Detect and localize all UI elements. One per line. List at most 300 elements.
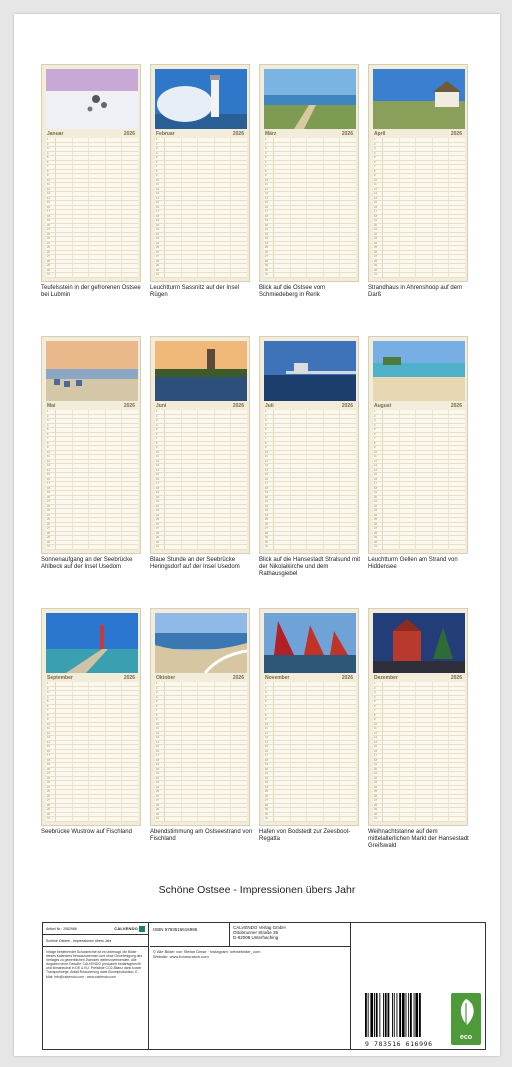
- planner-row: 6: [46, 433, 138, 438]
- planner-row: 10: [46, 723, 138, 728]
- planner-row: 11: [373, 183, 465, 188]
- planner-row: 23: [264, 781, 356, 786]
- planner-row: 4: [155, 424, 247, 429]
- planner-row: 6: [46, 161, 138, 166]
- month-photo: [373, 341, 465, 401]
- planner-row: 9: [155, 718, 247, 723]
- planner-row: 6: [155, 433, 247, 438]
- planner-row: 23: [46, 781, 138, 786]
- month-name: April: [374, 130, 386, 137]
- planner-row: 15: [373, 201, 465, 206]
- planner-row: 11: [264, 727, 356, 732]
- planner-row: 31: [264, 817, 356, 822]
- planner-row: 25: [46, 246, 138, 251]
- product-name: Schöne Ostsee - Impressionen übers Jahr: [46, 938, 112, 943]
- planner-row: 19: [46, 491, 138, 496]
- planner-row: 12: [264, 188, 356, 193]
- planner-row: 15: [264, 201, 356, 206]
- planner-row: 19: [155, 491, 247, 496]
- planner-row: 20: [264, 224, 356, 229]
- month-header: [373, 401, 463, 410]
- planner-row: 26: [46, 523, 138, 528]
- planner-row: 17: [155, 754, 247, 759]
- planner-row: 6: [373, 433, 465, 438]
- planner-row: 17: [373, 482, 465, 487]
- planner-row: 24: [155, 786, 247, 791]
- month-year: 2026: [232, 402, 244, 409]
- planner-row: 2: [46, 143, 138, 148]
- month-card-september: [41, 608, 141, 836]
- planner-row: 3: [373, 419, 465, 424]
- planner-row: 10: [373, 451, 465, 456]
- planner-row: 24: [155, 514, 247, 519]
- planner-grid: [46, 138, 138, 278]
- planner-row: 30: [155, 269, 247, 274]
- publisher-address: CALVENDO Verlag GmbH Ottobrunner Straße 39 D-82008 Unterhaching: [233, 925, 286, 941]
- planner-row: 2: [373, 143, 465, 148]
- month-caption: Leuchtturm Gellen am Strand von Hiddensee: [368, 557, 458, 570]
- planner-row: 15: [264, 473, 356, 478]
- planner-row: 21: [46, 228, 138, 233]
- planner-row: 5: [46, 156, 138, 161]
- planner-row: 10: [373, 179, 465, 184]
- planner-row: 18: [155, 759, 247, 764]
- planner-row: 7: [46, 709, 138, 714]
- planner-row: 18: [155, 215, 247, 220]
- planner-row: 12: [46, 188, 138, 193]
- planner-row: 6: [155, 705, 247, 710]
- planner-row: 25: [155, 518, 247, 523]
- month-caption: Abendstimmung am Ostseestrand von Fischland: [150, 829, 253, 842]
- planner-row: 26: [46, 251, 138, 256]
- planner-row: 18: [46, 759, 138, 764]
- planner-row: 16: [46, 478, 138, 483]
- planner-row: 31: [46, 545, 138, 550]
- planner-row: 16: [264, 478, 356, 483]
- planner-row: 15: [46, 745, 138, 750]
- month-planner: [259, 608, 359, 826]
- planner-row: 14: [264, 197, 356, 202]
- planner-row: 14: [373, 469, 465, 474]
- planner-row: 21: [373, 500, 465, 505]
- month-header: [46, 129, 136, 138]
- planner-row: 28: [373, 260, 465, 265]
- planner-row: 31: [155, 273, 247, 278]
- planner-row: 28: [155, 532, 247, 537]
- planner-row: 26: [373, 251, 465, 256]
- planner-row: 4: [46, 696, 138, 701]
- planner-row: 1: [373, 682, 465, 687]
- planner-row: 3: [373, 147, 465, 152]
- planner-row: 26: [46, 795, 138, 800]
- planner-row: 24: [155, 242, 247, 247]
- month-caption: Blick auf die Hansestadt Stralsund mit der Nikolaikirche und dem Rathausgiebel: [259, 557, 361, 577]
- planner-row: 14: [264, 469, 356, 474]
- planner-row: 27: [46, 799, 138, 804]
- planner-row: 25: [373, 790, 465, 795]
- planner-row: 2: [373, 415, 465, 420]
- planner-row: 9: [155, 174, 247, 179]
- planner-row: 19: [264, 491, 356, 496]
- planner-grid: [155, 138, 247, 278]
- planner-row: 4: [46, 424, 138, 429]
- planner-row: 15: [155, 473, 247, 478]
- month-card-dezember: [368, 608, 468, 850]
- planner-row: 1: [155, 410, 247, 415]
- planner-row: 13: [264, 464, 356, 469]
- planner-row: 5: [46, 700, 138, 705]
- planner-row: 30: [155, 813, 247, 818]
- planner-row: 7: [46, 165, 138, 170]
- planner-row: 18: [155, 487, 247, 492]
- planner-row: 20: [373, 768, 465, 773]
- planner-row: 28: [264, 532, 356, 537]
- planner-grid: [373, 682, 465, 822]
- planner-row: 7: [264, 709, 356, 714]
- planner-row: 30: [264, 813, 356, 818]
- planner-row: 15: [46, 473, 138, 478]
- month-name: November: [265, 674, 290, 681]
- planner-row: 20: [46, 768, 138, 773]
- planner-row: 21: [46, 500, 138, 505]
- month-header: [155, 401, 245, 410]
- planner-row: 19: [155, 219, 247, 224]
- month-caption: Blick auf die Ostsee vom Schmiedeberg in Rerik: [259, 285, 326, 298]
- planner-row: 14: [46, 469, 138, 474]
- planner-row: 26: [264, 795, 356, 800]
- month-planner: [150, 608, 250, 826]
- month-year: 2026: [450, 402, 462, 409]
- month-planner: [41, 64, 141, 282]
- planner-row: 27: [46, 255, 138, 260]
- planner-row: 25: [155, 790, 247, 795]
- calendar-title: Schöne Ostsee - Impressionen übers Jahr: [158, 884, 356, 896]
- planner-row: 12: [373, 732, 465, 737]
- month-photo: [264, 69, 356, 129]
- planner-row: 14: [46, 197, 138, 202]
- planner-row: 23: [155, 509, 247, 514]
- planner-row: 27: [155, 527, 247, 532]
- planner-row: 21: [155, 772, 247, 777]
- planner-row: 21: [264, 772, 356, 777]
- planner-row: 2: [264, 143, 356, 148]
- planner-row: 8: [155, 442, 247, 447]
- planner-row: 10: [264, 451, 356, 456]
- planner-row: 31: [373, 273, 465, 278]
- planner-row: 29: [264, 536, 356, 541]
- month-planner: [259, 336, 359, 554]
- month-planner: [368, 608, 468, 826]
- planner-row: 16: [155, 478, 247, 483]
- planner-row: 12: [264, 460, 356, 465]
- month-header: [264, 401, 354, 410]
- planner-row: 12: [373, 188, 465, 193]
- planner-row: 31: [264, 545, 356, 550]
- planner-row: 5: [373, 700, 465, 705]
- month-card-januar: [41, 64, 141, 299]
- planner-row: 18: [46, 487, 138, 492]
- planner-row: 13: [46, 192, 138, 197]
- planner-row: 12: [155, 732, 247, 737]
- planner-row: 23: [46, 237, 138, 242]
- planner-row: 17: [46, 210, 138, 215]
- planner-row: 30: [46, 813, 138, 818]
- eco-badge: [451, 993, 481, 1045]
- planner-row: 17: [373, 754, 465, 759]
- planner-row: 24: [373, 786, 465, 791]
- planner-row: 8: [46, 170, 138, 175]
- planner-row: 8: [373, 442, 465, 447]
- planner-row: 5: [373, 428, 465, 433]
- planner-row: 20: [155, 768, 247, 773]
- planner-row: 20: [46, 496, 138, 501]
- planner-row: 25: [373, 246, 465, 251]
- planner-row: 1: [46, 410, 138, 415]
- month-photo: [373, 69, 465, 129]
- planner-row: 19: [264, 219, 356, 224]
- planner-row: 24: [264, 242, 356, 247]
- month-year: 2026: [341, 130, 353, 137]
- planner-row: 3: [155, 691, 247, 696]
- month-planner: [41, 336, 141, 554]
- planner-row: 26: [264, 251, 356, 256]
- planner-row: 8: [155, 170, 247, 175]
- planner-row: 3: [264, 147, 356, 152]
- planner-row: 2: [155, 415, 247, 420]
- planner-row: 2: [155, 143, 247, 148]
- planner-row: 24: [46, 242, 138, 247]
- planner-row: 4: [373, 696, 465, 701]
- planner-row: 3: [155, 419, 247, 424]
- month-card-märz: [259, 64, 359, 299]
- planner-row: 17: [46, 482, 138, 487]
- month-name: Mai: [47, 402, 56, 409]
- planner-row: 20: [373, 496, 465, 501]
- planner-row: 25: [46, 790, 138, 795]
- planner-row: 18: [264, 759, 356, 764]
- planner-row: 20: [373, 224, 465, 229]
- month-name: August: [374, 402, 392, 409]
- planner-row: 29: [155, 264, 247, 269]
- month-card-august: [368, 336, 468, 571]
- planner-row: 20: [155, 496, 247, 501]
- planner-row: 9: [46, 446, 138, 451]
- planner-row: 14: [46, 741, 138, 746]
- planner-row: 31: [264, 273, 356, 278]
- planner-row: 7: [264, 165, 356, 170]
- planner-row: 25: [155, 246, 247, 251]
- planner-row: 25: [264, 246, 356, 251]
- planner-row: 27: [264, 799, 356, 804]
- planner-row: 22: [46, 505, 138, 510]
- planner-row: 28: [46, 804, 138, 809]
- planner-row: 10: [46, 451, 138, 456]
- planner-row: 7: [264, 437, 356, 442]
- barcode-column: [350, 923, 486, 1049]
- planner-row: 9: [264, 446, 356, 451]
- planner-row: 26: [155, 251, 247, 256]
- planner-grid: [373, 410, 465, 550]
- planner-row: 28: [155, 804, 247, 809]
- planner-row: 3: [373, 691, 465, 696]
- month-planner: [259, 64, 359, 282]
- planner-row: 27: [373, 255, 465, 260]
- planner-row: 1: [264, 410, 356, 415]
- planner-row: 24: [46, 786, 138, 791]
- planner-row: 3: [155, 147, 247, 152]
- product-info-box: [42, 922, 486, 1050]
- month-year: 2026: [232, 130, 244, 137]
- planner-row: 11: [373, 727, 465, 732]
- planner-row: 29: [46, 536, 138, 541]
- planner-row: 3: [46, 419, 138, 424]
- planner-row: 12: [155, 460, 247, 465]
- planner-row: 18: [264, 215, 356, 220]
- planner-row: 12: [46, 732, 138, 737]
- planner-row: 24: [46, 514, 138, 519]
- planner-row: 30: [264, 541, 356, 546]
- planner-row: 13: [46, 736, 138, 741]
- planner-row: 16: [373, 206, 465, 211]
- calvendo-logo: CALVENDO: [114, 926, 145, 932]
- planner-row: 30: [155, 541, 247, 546]
- planner-row: 1: [373, 410, 465, 415]
- planner-row: 26: [155, 795, 247, 800]
- month-caption: Weihnachtstanne auf dem mittelalterlichen Markt der Hansestadt Greifswald: [368, 829, 469, 849]
- planner-row: 5: [264, 156, 356, 161]
- planner-row: 9: [373, 718, 465, 723]
- planner-row: 27: [264, 255, 356, 260]
- planner-row: 11: [155, 183, 247, 188]
- planner-row: 13: [155, 464, 247, 469]
- planner-row: 23: [46, 509, 138, 514]
- planner-row: 16: [46, 750, 138, 755]
- planner-row: 17: [373, 210, 465, 215]
- month-header: [155, 129, 245, 138]
- planner-row: 17: [155, 210, 247, 215]
- planner-row: 26: [373, 795, 465, 800]
- planner-row: 4: [46, 152, 138, 157]
- planner-row: 28: [264, 804, 356, 809]
- planner-row: 19: [264, 763, 356, 768]
- planner-row: 3: [264, 691, 356, 696]
- planner-row: 30: [46, 541, 138, 546]
- planner-row: 6: [373, 705, 465, 710]
- planner-row: 30: [373, 813, 465, 818]
- planner-row: 14: [155, 197, 247, 202]
- planner-row: 23: [155, 781, 247, 786]
- planner-row: 25: [264, 518, 356, 523]
- planner-row: 13: [373, 736, 465, 741]
- planner-row: 8: [264, 442, 356, 447]
- planner-row: 27: [46, 527, 138, 532]
- planner-row: 3: [46, 691, 138, 696]
- planner-row: 4: [264, 696, 356, 701]
- planner-row: 24: [264, 514, 356, 519]
- planner-row: 10: [155, 723, 247, 728]
- month-year: 2026: [123, 402, 135, 409]
- planner-row: 22: [264, 777, 356, 782]
- planner-row: 16: [264, 206, 356, 211]
- month-caption: Seebrücke Wustrow auf Fischland: [41, 829, 132, 835]
- month-card-mai: [41, 336, 141, 571]
- planner-row: 28: [46, 260, 138, 265]
- planner-row: 6: [264, 161, 356, 166]
- planner-row: 20: [46, 224, 138, 229]
- planner-row: 1: [155, 138, 247, 143]
- planner-row: 27: [373, 527, 465, 532]
- planner-row: 19: [46, 763, 138, 768]
- planner-row: 16: [155, 750, 247, 755]
- planner-row: 12: [46, 460, 138, 465]
- planner-row: 29: [46, 808, 138, 813]
- month-caption: Hafen von Bodstedt zur Zeesboot-Regatta: [259, 829, 351, 842]
- planner-grid: [264, 138, 356, 278]
- planner-row: 30: [373, 269, 465, 274]
- planner-row: 7: [373, 437, 465, 442]
- planner-row: 11: [155, 455, 247, 460]
- planner-row: 12: [373, 460, 465, 465]
- month-name: Juni: [156, 402, 167, 409]
- planner-row: 5: [155, 700, 247, 705]
- planner-row: 25: [46, 518, 138, 523]
- planner-row: 9: [46, 718, 138, 723]
- planner-grid: [373, 138, 465, 278]
- planner-row: 23: [373, 509, 465, 514]
- month-card-juni: [150, 336, 250, 571]
- month-photo: [264, 613, 356, 673]
- planner-row: 15: [155, 745, 247, 750]
- month-planner: [150, 336, 250, 554]
- planner-row: 31: [155, 545, 247, 550]
- planner-row: 29: [155, 536, 247, 541]
- month-photo: [46, 341, 138, 401]
- planner-row: 15: [46, 201, 138, 206]
- planner-row: 10: [46, 179, 138, 184]
- planner-row: 21: [373, 228, 465, 233]
- planner-row: 1: [155, 682, 247, 687]
- planner-row: 24: [264, 786, 356, 791]
- planner-row: 27: [264, 527, 356, 532]
- month-planner: [150, 64, 250, 282]
- planner-row: 4: [155, 696, 247, 701]
- month-header: [46, 401, 136, 410]
- planner-grid: [155, 682, 247, 822]
- planner-row: 18: [46, 215, 138, 220]
- planner-row: 27: [155, 255, 247, 260]
- planner-row: 16: [155, 206, 247, 211]
- planner-row: 19: [373, 491, 465, 496]
- planner-row: 3: [264, 419, 356, 424]
- month-caption: Sonnenaufgang an der Seebrücke Ahlbeck auf der Insel Usedom: [41, 557, 133, 570]
- planner-row: 16: [46, 206, 138, 211]
- planner-row: 2: [264, 687, 356, 692]
- planner-row: 13: [373, 464, 465, 469]
- month-header: [155, 673, 245, 682]
- planner-row: 7: [155, 165, 247, 170]
- month-card-juli: [259, 336, 359, 578]
- publisher-column: [150, 923, 350, 1049]
- planner-row: 31: [155, 817, 247, 822]
- month-name: Januar: [47, 130, 64, 137]
- month-card-april: [368, 64, 468, 299]
- planner-row: 2: [373, 687, 465, 692]
- month-year: 2026: [450, 674, 462, 681]
- planner-row: 15: [155, 201, 247, 206]
- planner-row: 4: [264, 152, 356, 157]
- month-header: [373, 129, 463, 138]
- planner-row: 21: [264, 500, 356, 505]
